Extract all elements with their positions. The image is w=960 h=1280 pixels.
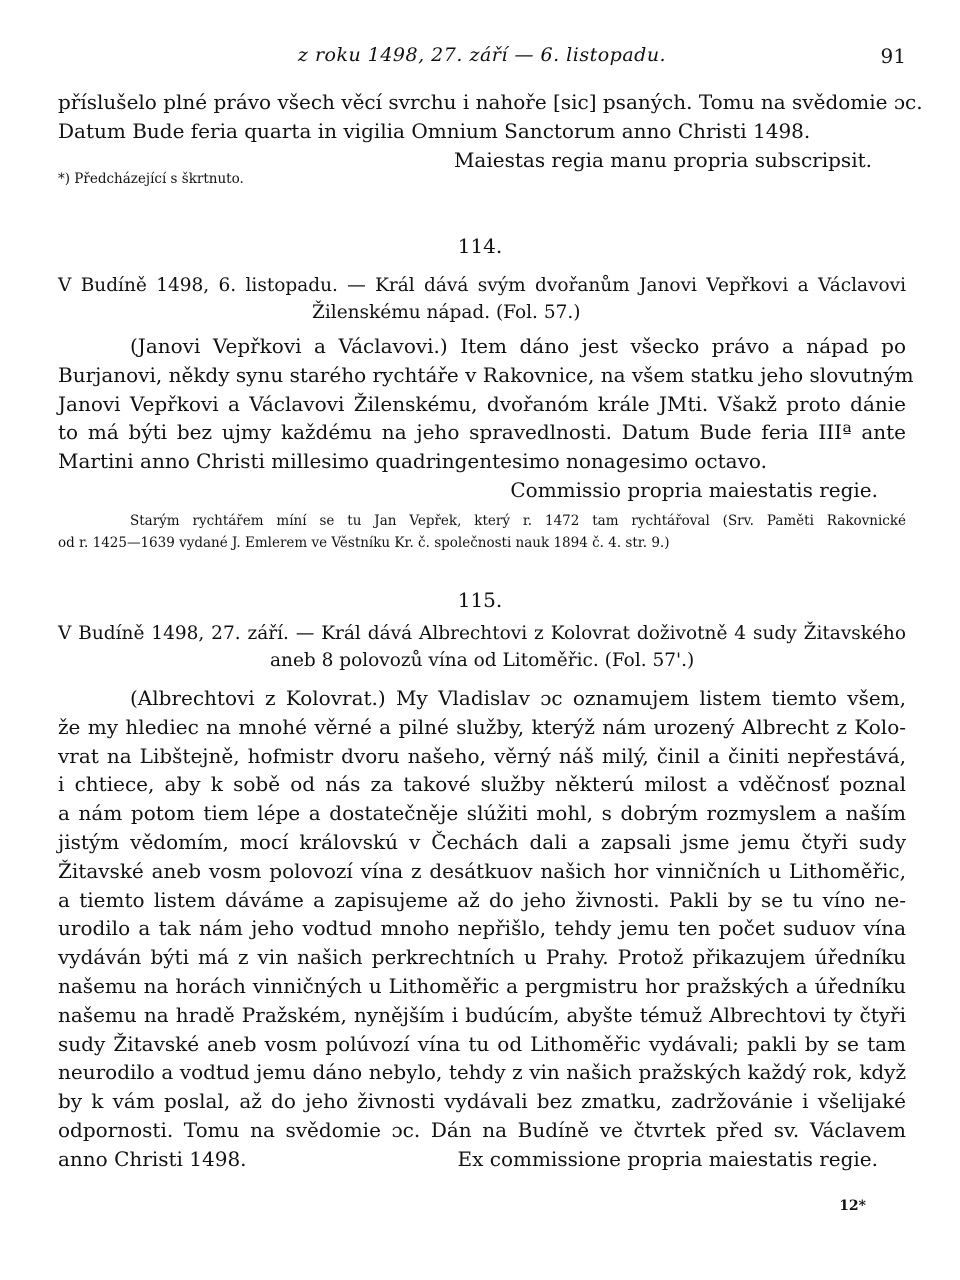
text-line: Janovi Vepřkovi a Václavovi Žilenskému, dvořanóm krále JMti. Všakž proto dánie: [58, 391, 906, 416]
running-title: z roku 1498, 27. září — 6. listopadu.: [297, 44, 667, 66]
date-text: anno Christi 1498.: [58, 1146, 247, 1171]
text-line: vrat na Libštejně, hofmistr dvoru našeho, věrný náš milý, činil a činiti nepřestává,: [58, 743, 906, 768]
final-line: [58, 1145, 906, 1174]
previous-document-ending: [58, 88, 923, 190]
text-line: urodilo a tak nám jeho vodtud mnoho nepřišlo, tehdy jemu ten počet suduov vína: [58, 916, 906, 941]
text-line: a nám potom tiem lépe a dostatečněje slúžiti mohl, s dobrým rozmyslem a naším: [58, 801, 906, 826]
regest-115: [58, 620, 906, 674]
note-line: od r. 1425—1639 vydané J. Emlerem ve Věstníku Kr. č. společnosti nauk 1894 č. 4. str. 9.): [58, 535, 670, 551]
regest-line: aneb 8 polovozů vína od Litoměřic. (Fol. 57'.): [270, 650, 695, 671]
regest-line: V Budíně 1498, 27. září. — Král dává Albrechtovi z Kolovrat doživotně 4 sudy Žitavského: [58, 623, 906, 644]
text-line: (Janovi Vepřkovi a Václavovi.) Item dáno jest všecko právo a nápad po: [130, 334, 906, 358]
text-line: i chtiece, aby k sobě od nás za takové služby některú milost a vděčnosť poznal: [58, 772, 906, 797]
closing-formula: Commissio propria maiestatis regie.: [510, 477, 878, 502]
text-line: odpornosti. Tomu na svědomie ɔc. Dán na Budíně ve čtvrtek před sv. Václavem: [58, 1117, 906, 1142]
text-line: Žitavské aneb vosm polovozí vína z desátkuov našich hor vinničních u Lithoměřic,: [58, 858, 906, 883]
document-body-115: [58, 684, 906, 1174]
text-line: že my hlediec na mnohé věrné a pilné služby, kterýž nám urozený Albrecht z Kolo-: [58, 714, 906, 739]
note-line: Starým rychtářem míní se tu Jan Vepřek, který r. 1472 tam rychtářoval (Srv. Paměti Rakovnické: [130, 513, 906, 529]
regest-line: Žilenskému nápad. (Fol. 57.): [312, 302, 581, 323]
document-number-114: 114.: [457, 234, 503, 258]
text-line: by k vám poslal, až do jeho živnosti vydávali bez zmatku, zadržovánie i všelijaké: [58, 1089, 906, 1114]
text-line: příslušelo plné právo všech věcí svrchu i nahoře [sic] psaných. Tomu na svědomie ɔc.: [58, 90, 923, 114]
text-line: Martini anno Christi millesimo quadringentesimo nonagesimo octavo.: [58, 449, 767, 474]
text-line: našemu na hradě Pražském, nynějším i budúcím, abyšte témuž Albrechtovi ty čtyři: [58, 1002, 906, 1027]
footnote: *) Předcházející s škrtnuto.: [58, 171, 244, 188]
text-line: to má býti bez ujmy každému na jeho spravedlnosti. Datum Bude feria IIIª ante: [58, 420, 906, 445]
text-line: našemu na horách vinničných u Lithoměřic a pergmistru hor pražských a úředníku: [58, 973, 906, 998]
text-line: jistým vědomím, mocí královskú v Čechách dali a zapsali jsme jemu čtyři sudy: [58, 829, 906, 854]
document-number-115: 115.: [457, 588, 503, 612]
text-line: vydáván býti má z vin našich perkrechtních u Prahy. Protož přikazujem úředníku: [58, 945, 906, 970]
closing-formula: Ex commissione propria maiestatis regie.: [457, 1146, 878, 1171]
document-body-114: [58, 332, 914, 505]
text-line: a tiemto listem dáváme a zapisujeme až do jeho živnosti. Pakli by se tu víno ne-: [58, 887, 906, 912]
text-line: Datum Bude feria quarta in vigilia Omnium Sanctorum anno Christi 1498.: [58, 118, 811, 143]
regest-114: [58, 272, 906, 326]
text-line: neurodilo a vodtud jemu dáno nebylo, tehdy z vin našich pražských každý rok, když: [58, 1060, 906, 1085]
text-line: sudy Žitavské aneb vosm polúvozí vína tu od Lithoměřic vydávali; pakli by se tam: [58, 1031, 906, 1056]
regest-line: V Budíně 1498, 6. listopadu. — Král dává svým dvořanům Janovi Vepřkovi a Václavovi: [58, 275, 906, 296]
running-head: [58, 44, 906, 74]
page-number: 91: [880, 44, 906, 68]
text-line: (Albrechtovi z Kolovrat.) My Vladislav ɔc oznamujem listem tiemto všem,: [130, 686, 906, 710]
note-114: [58, 510, 906, 554]
text-line: Burjanovi, někdy synu starého rychtáře v Rakovnice, na všem statku jeho slovutným: [58, 362, 914, 387]
signature-line: Maiestas regia manu propria subscripsit.: [453, 147, 872, 172]
signature-mark: 12*: [839, 1198, 866, 1214]
